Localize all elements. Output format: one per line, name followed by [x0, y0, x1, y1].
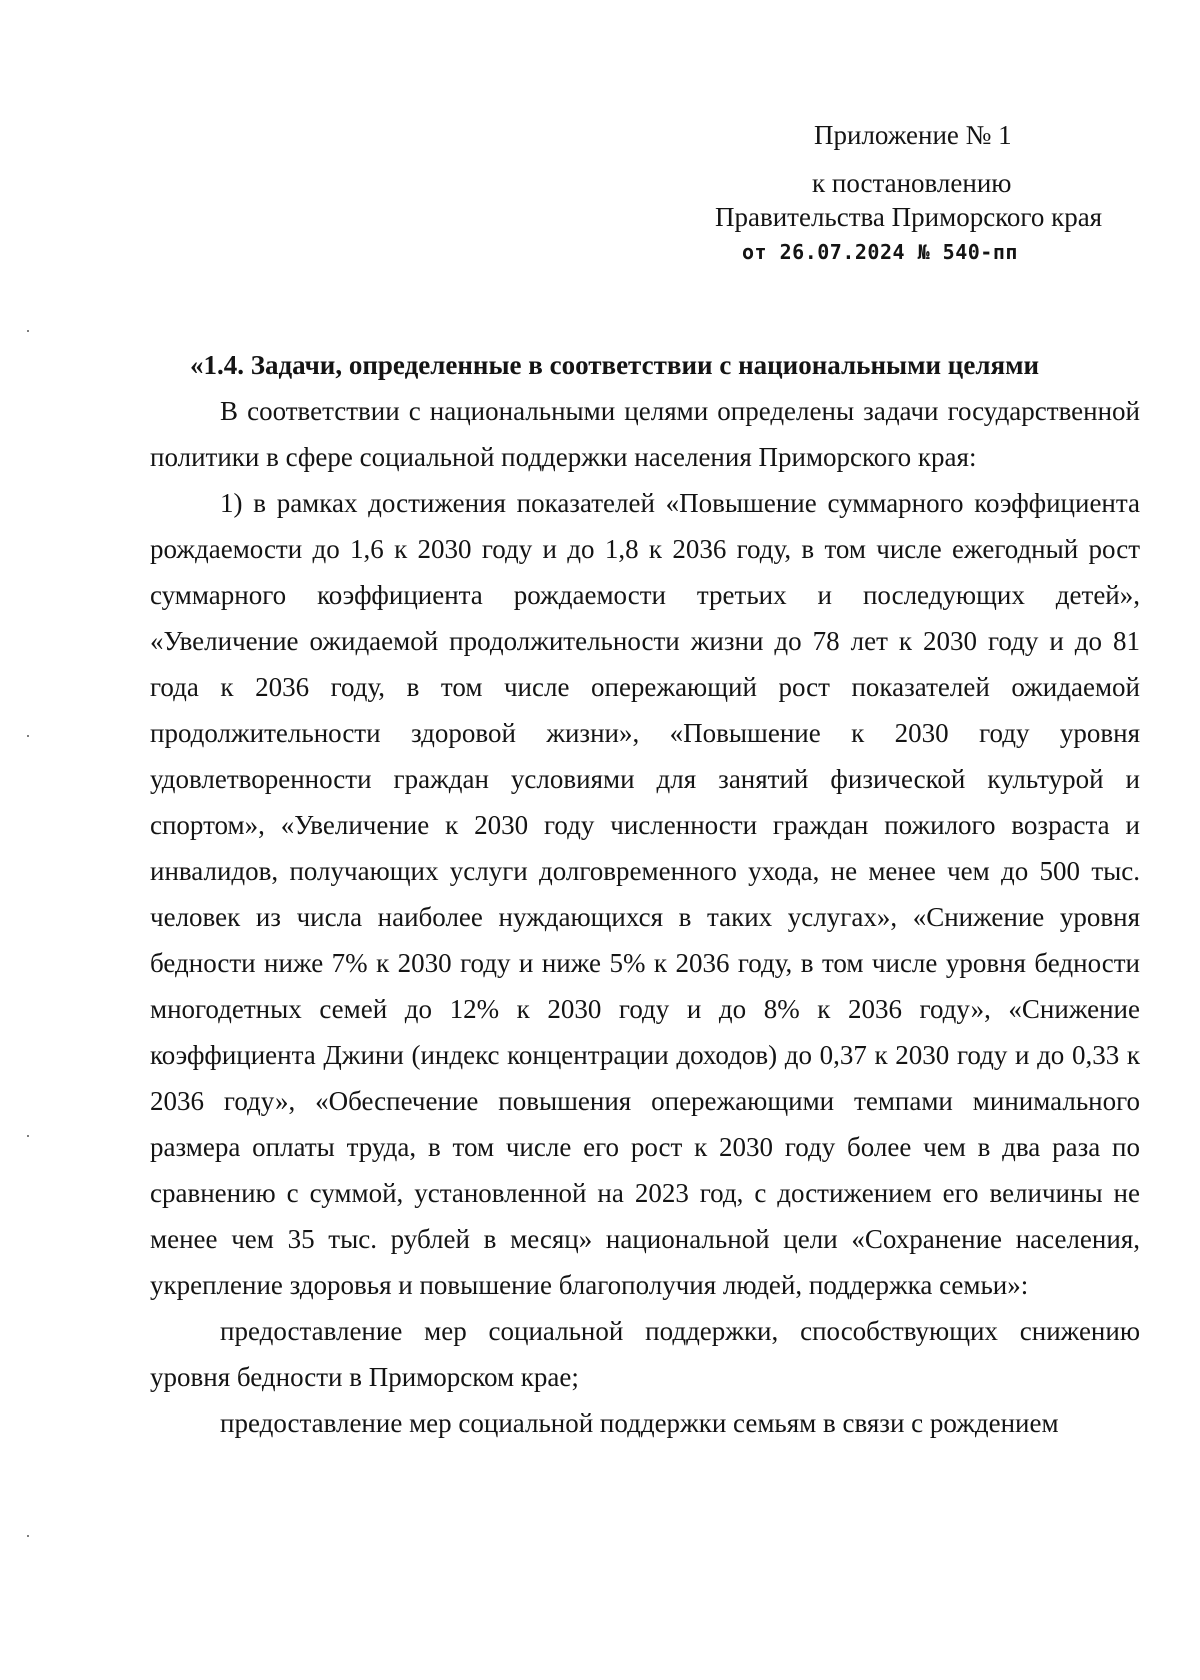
- section-heading: «1.4. Задачи, определенные в соответствии с национальными целями: [190, 350, 1040, 380]
- margin-mark: [27, 1535, 29, 1537]
- margin-mark: [27, 330, 29, 332]
- margin-mark: [27, 1135, 29, 1137]
- paragraph-task-1: предоставление мер социальной поддержки, способствующих снижению уровня бедности в Приморском крае;: [150, 1316, 1140, 1392]
- paragraph-task-2: предоставление мер социальной поддержки семьям в связи с рождением: [220, 1408, 1059, 1438]
- appendix-government-line: Правительства Приморского края: [715, 202, 1103, 232]
- paragraph-item-1: 1) в рамках достижения показателей «Повышение суммарного коэффициента рождаемости до 1,6 к 2030 году и до 1,8 к 2036 году, в том числе ежегодный рост суммарного коэффициента рождаемости третьих и последующих детей», «Увеличение ожидаемой продолжительности жизни до 78 лет к 2030 году и до 81 года к 2036 году, в том числе опережающий рост показателей ожидаемой продолжительности здоровой жизни», «Повышение к 2030 году уровня удовлетворенности граждан условиями для занятий физической культурой и спортом», «Увеличение к 2030 году численности граждан пожилого возраста и инвалидов, получающих услуги долговременного ухода, не менее чем до 500 тыс. человек из числа наиболее нуждающихся в таких услугах», «Снижение уровня бедности ниже 7% к 2030 году и ниже 5% к 2036 году, в том числе уровня бедности многодетных семей до 12% к 2030 году и до 8% к 2036 году», «Снижение коэффициента Джини (индекс концентрации доходов) до 0,37 к 2030 году и до 0,33 к 2036 году», «Обеспечение повышения опережающими темпами минимального размера оплаты труда, в том числе его рост к 2030 году более чем в два раза по сравнению с суммой, установленной на 2023 год, с достижением его величины не менее чем 35 тыс. рублей в месяц» национальной цели «Сохранение населения, укрепление здоровья и повышение благополучия людей, поддержка семьи»:: [150, 488, 1140, 1300]
- appendix-date-number-stamp: от 26.07.2024 № 540-пп: [742, 240, 1018, 264]
- margin-mark: [27, 735, 29, 737]
- paragraph-intro: В соответствии с национальными целями определены задачи государственной политики в сфере социальной поддержки населения Приморского края:: [150, 396, 1140, 472]
- document-body: [150, 342, 1140, 1446]
- appendix-title: Приложение № 1: [814, 120, 1012, 150]
- appendix-resolution-line: к постановлению: [812, 168, 1012, 198]
